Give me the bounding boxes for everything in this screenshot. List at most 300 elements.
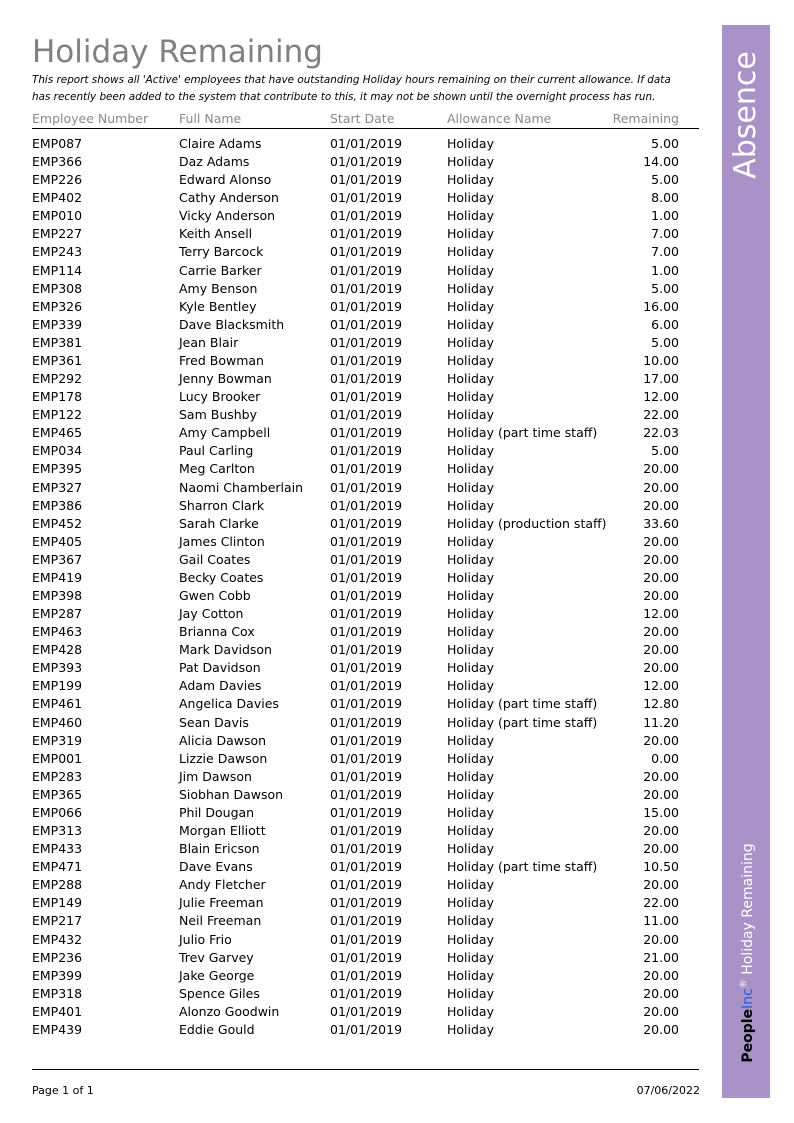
table-row xyxy=(32,840,699,858)
cell-start-date: 01/01/2019 xyxy=(330,895,403,911)
cell-employee-number: EMP327 xyxy=(32,479,83,495)
cell-full-name: Fred Bowman xyxy=(179,352,264,368)
table-row xyxy=(32,623,699,641)
cell-full-name: Pat Davidson xyxy=(179,660,261,676)
header-employee-number: Employee Number xyxy=(32,111,149,126)
cell-full-name: Eddie Gould xyxy=(179,1021,255,1037)
cell-allowance-name: Holiday xyxy=(447,804,494,820)
cell-full-name: Dave Blacksmith xyxy=(179,316,285,332)
cell-full-name: Angelica Davies xyxy=(179,696,279,712)
cell-start-date: 01/01/2019 xyxy=(330,316,403,332)
cell-allowance-name: Holiday (part time staff) xyxy=(447,859,598,875)
cell-allowance-name: Holiday xyxy=(447,985,494,1001)
cell-allowance-name: Holiday xyxy=(447,208,494,224)
table-row xyxy=(32,515,699,533)
cell-employee-number: EMP401 xyxy=(32,1003,83,1019)
cell-full-name: Terry Barcock xyxy=(179,244,264,260)
cell-full-name: Sarah Clarke xyxy=(179,515,259,531)
table-row xyxy=(32,605,699,623)
table-row xyxy=(32,135,699,153)
cell-full-name: Vicky Anderson xyxy=(179,208,276,224)
cell-employee-number: EMP419 xyxy=(32,569,83,585)
header-full-name: Full Name xyxy=(179,111,242,126)
table-row xyxy=(32,533,699,551)
cell-full-name: Jim Dawson xyxy=(179,768,252,784)
table-row xyxy=(32,858,699,876)
cell-start-date: 01/01/2019 xyxy=(330,606,403,622)
table-row xyxy=(32,207,699,225)
cell-allowance-name: Holiday xyxy=(447,768,494,784)
cell-employee-number: EMP199 xyxy=(32,678,83,694)
cell-full-name: Mark Davidson xyxy=(179,642,272,658)
table-row xyxy=(32,316,699,334)
cell-remaining: 21.00 xyxy=(643,949,679,965)
cell-employee-number: EMP236 xyxy=(32,949,83,965)
cell-start-date: 01/01/2019 xyxy=(330,678,403,694)
table-row xyxy=(32,822,699,840)
table-row xyxy=(32,750,699,768)
cell-employee-number: EMP367 xyxy=(32,551,83,567)
header-start-date: Start Date xyxy=(330,111,395,126)
cell-employee-number: EMP149 xyxy=(32,895,83,911)
cell-allowance-name: Holiday xyxy=(447,371,494,387)
cell-remaining: 20.00 xyxy=(643,732,679,748)
cell-start-date: 01/01/2019 xyxy=(330,352,403,368)
table-row xyxy=(32,768,699,786)
cell-remaining: 16.00 xyxy=(643,298,679,314)
cell-start-date: 01/01/2019 xyxy=(330,371,403,387)
cell-allowance-name: Holiday xyxy=(447,316,494,332)
cell-remaining: 20.00 xyxy=(643,823,679,839)
cell-start-date: 01/01/2019 xyxy=(330,967,403,983)
table-row xyxy=(32,641,699,659)
table-row xyxy=(32,587,699,605)
cell-start-date: 01/01/2019 xyxy=(330,244,403,260)
cell-allowance-name: Holiday xyxy=(447,1021,494,1037)
table-row xyxy=(32,912,699,930)
header-allowance-name: Allowance Name xyxy=(447,111,552,126)
report-title: Holiday Remaining xyxy=(32,34,323,70)
cell-start-date: 01/01/2019 xyxy=(330,298,403,314)
cell-full-name: Naomi Chamberlain xyxy=(179,479,304,495)
cell-start-date: 01/01/2019 xyxy=(330,804,403,820)
report-date: 07/06/2022 xyxy=(636,1084,700,1097)
cell-employee-number: EMP114 xyxy=(32,262,83,278)
table-row xyxy=(32,985,699,1003)
cell-full-name: Lizzie Dawson xyxy=(179,750,268,766)
cell-allowance-name: Holiday xyxy=(447,190,494,206)
cell-allowance-name: Holiday xyxy=(447,262,494,278)
table-row xyxy=(32,1021,699,1039)
cell-employee-number: EMP460 xyxy=(32,714,83,730)
table-row xyxy=(32,243,699,261)
cell-employee-number: EMP326 xyxy=(32,298,83,314)
cell-remaining: 6.00 xyxy=(651,316,679,332)
cell-allowance-name: Holiday xyxy=(447,352,494,368)
cell-employee-number: EMP087 xyxy=(32,136,83,151)
cell-full-name: Phil Dougan xyxy=(179,804,255,820)
table-header xyxy=(32,110,699,128)
brand-registered-mark: ® xyxy=(739,979,750,989)
cell-full-name: Alonzo Goodwin xyxy=(179,1003,280,1019)
cell-start-date: 01/01/2019 xyxy=(330,660,403,676)
cell-allowance-name: Holiday xyxy=(447,931,494,947)
table-row xyxy=(32,334,699,352)
cell-employee-number: EMP452 xyxy=(32,515,83,531)
cell-allowance-name: Holiday xyxy=(447,750,494,766)
table-row xyxy=(32,949,699,967)
cell-start-date: 01/01/2019 xyxy=(330,642,403,658)
cell-allowance-name: Holiday xyxy=(447,334,494,350)
cell-start-date: 01/01/2019 xyxy=(330,533,403,549)
cell-remaining: 12.80 xyxy=(643,696,679,712)
table-row xyxy=(32,677,699,695)
cell-allowance-name: Holiday xyxy=(447,732,494,748)
cell-start-date: 01/01/2019 xyxy=(330,750,403,766)
cell-allowance-name: Holiday (part time staff) xyxy=(447,425,598,441)
cell-allowance-name: Holiday xyxy=(447,479,494,495)
table-row xyxy=(32,280,699,298)
sidebar-category-label: Absence xyxy=(728,51,763,179)
cell-full-name: Adam Davies xyxy=(179,678,262,694)
cell-start-date: 01/01/2019 xyxy=(330,190,403,206)
cell-full-name: Blain Ericson xyxy=(179,841,260,857)
cell-employee-number: EMP288 xyxy=(32,877,83,893)
cell-start-date: 01/01/2019 xyxy=(330,877,403,893)
cell-full-name: Sean Davis xyxy=(179,714,249,730)
cell-allowance-name: Holiday xyxy=(447,1003,494,1019)
cell-employee-number: EMP178 xyxy=(32,389,83,405)
cell-allowance-name: Holiday (production staff) xyxy=(447,515,607,531)
cell-start-date: 01/01/2019 xyxy=(330,768,403,784)
cell-remaining: 1.00 xyxy=(651,208,679,224)
table-row xyxy=(32,406,699,424)
cell-start-date: 01/01/2019 xyxy=(330,497,403,513)
cell-start-date: 01/01/2019 xyxy=(330,389,403,405)
cell-start-date: 01/01/2019 xyxy=(330,1021,403,1037)
cell-remaining: 17.00 xyxy=(643,371,679,387)
table-row xyxy=(32,804,699,822)
cell-employee-number: EMP227 xyxy=(32,226,83,242)
table-row xyxy=(32,171,699,189)
cell-remaining: 20.00 xyxy=(643,533,679,549)
table-row xyxy=(32,569,699,587)
cell-full-name: Jake George xyxy=(179,967,255,983)
cell-employee-number: EMP432 xyxy=(32,931,83,947)
cell-employee-number: EMP217 xyxy=(32,913,83,929)
sidebar-report-name: Holiday Remaining xyxy=(739,843,756,975)
cell-employee-number: EMP402 xyxy=(32,190,83,206)
cell-employee-number: EMP361 xyxy=(32,352,83,368)
cell-employee-number: EMP283 xyxy=(32,768,83,784)
cell-full-name: Gwen Cobb xyxy=(179,588,251,603)
cell-start-date: 01/01/2019 xyxy=(330,136,403,151)
cell-remaining: 5.00 xyxy=(651,172,679,188)
cell-employee-number: EMP471 xyxy=(32,859,83,875)
cell-start-date: 01/01/2019 xyxy=(330,262,403,278)
cell-start-date: 01/01/2019 xyxy=(330,551,403,567)
cell-remaining: 22.00 xyxy=(643,407,679,423)
cell-employee-number: EMP395 xyxy=(32,461,83,477)
table-row xyxy=(32,967,699,985)
cell-full-name: Becky Coates xyxy=(179,569,264,585)
cell-full-name: Claire Adams xyxy=(179,136,262,151)
cell-allowance-name: Holiday xyxy=(447,136,494,151)
cell-remaining: 5.00 xyxy=(651,280,679,296)
cell-full-name: Trev Garvey xyxy=(179,949,254,965)
cell-employee-number: EMP433 xyxy=(32,841,83,857)
table-row xyxy=(32,1003,699,1021)
cell-remaining: 11.20 xyxy=(643,714,679,730)
cell-employee-number: EMP010 xyxy=(32,208,83,224)
cell-start-date: 01/01/2019 xyxy=(330,334,403,350)
cell-allowance-name: Holiday xyxy=(447,877,494,893)
sidebar-brand xyxy=(735,843,757,1062)
cell-start-date: 01/01/2019 xyxy=(330,569,403,585)
cell-remaining: 20.00 xyxy=(643,877,679,893)
table-row xyxy=(32,659,699,677)
cell-employee-number: EMP066 xyxy=(32,804,83,820)
cell-remaining: 12.00 xyxy=(643,678,679,694)
cell-remaining: 20.00 xyxy=(643,588,679,603)
cell-start-date: 01/01/2019 xyxy=(330,823,403,839)
cell-employee-number: EMP366 xyxy=(32,154,83,170)
cell-employee-number: EMP393 xyxy=(32,660,83,676)
cell-start-date: 01/01/2019 xyxy=(330,479,403,495)
cell-remaining: 12.00 xyxy=(643,606,679,622)
cell-full-name: Sam Bushby xyxy=(179,407,258,423)
cell-remaining: 15.00 xyxy=(643,804,679,820)
cell-remaining: 20.00 xyxy=(643,768,679,784)
report-description: This report shows all 'Active' employees that have outstanding Holiday hours remaining on their current allowance. If data has recently been added to the system that contribute to this, it may not be shown until the overnight process has run. xyxy=(32,74,671,103)
cell-start-date: 01/01/2019 xyxy=(330,714,403,730)
cell-remaining: 5.00 xyxy=(651,443,679,459)
cell-allowance-name: Holiday xyxy=(447,606,494,622)
brand-people: People xyxy=(739,1008,756,1063)
table-row xyxy=(32,262,699,280)
cell-start-date: 01/01/2019 xyxy=(330,786,403,802)
cell-employee-number: EMP034 xyxy=(32,443,83,459)
cell-remaining: 5.00 xyxy=(651,136,679,151)
cell-employee-number: EMP292 xyxy=(32,371,83,387)
cell-start-date: 01/01/2019 xyxy=(330,1003,403,1019)
cell-employee-number: EMP398 xyxy=(32,588,83,603)
cell-remaining: 12.00 xyxy=(643,389,679,405)
cell-allowance-name: Holiday xyxy=(447,949,494,965)
cell-start-date: 01/01/2019 xyxy=(330,172,403,188)
cell-full-name: Amy Benson xyxy=(179,280,258,296)
cell-allowance-name: Holiday xyxy=(447,389,494,405)
cell-employee-number: EMP465 xyxy=(32,425,83,441)
cell-remaining: 1.00 xyxy=(651,262,679,278)
cell-remaining: 8.00 xyxy=(651,190,679,206)
cell-employee-number: EMP405 xyxy=(32,533,83,549)
cell-employee-number: EMP365 xyxy=(32,786,83,802)
cell-allowance-name: Holiday xyxy=(447,678,494,694)
cell-full-name: Gail Coates xyxy=(179,551,251,567)
page-number: Page 1 of 1 xyxy=(32,1084,94,1097)
cell-remaining: 20.00 xyxy=(643,841,679,857)
cell-start-date: 01/01/2019 xyxy=(330,407,403,423)
cell-full-name: Alicia Dawson xyxy=(179,732,267,748)
cell-allowance-name: Holiday xyxy=(447,226,494,242)
cell-remaining: 20.00 xyxy=(643,624,679,640)
cell-start-date: 01/01/2019 xyxy=(330,931,403,947)
cell-employee-number: EMP381 xyxy=(32,334,83,350)
table-row xyxy=(32,551,699,569)
cell-allowance-name: Holiday xyxy=(447,895,494,911)
cell-remaining: 20.00 xyxy=(643,660,679,676)
header-remaining: Remaining xyxy=(612,111,679,126)
cell-remaining: 14.00 xyxy=(643,154,679,170)
cell-remaining: 7.00 xyxy=(651,244,679,260)
cell-remaining: 7.00 xyxy=(651,226,679,242)
table-row xyxy=(32,153,699,171)
cell-employee-number: EMP399 xyxy=(32,967,83,983)
cell-start-date: 01/01/2019 xyxy=(330,154,403,170)
header-divider xyxy=(32,128,699,129)
cell-remaining: 20.00 xyxy=(643,786,679,802)
cell-full-name: Siobhan Dawson xyxy=(179,786,284,802)
cell-full-name: Lucy Brooker xyxy=(179,389,261,405)
table-row xyxy=(32,298,699,316)
cell-full-name: Kyle Bentley xyxy=(179,298,257,314)
cell-remaining: 20.00 xyxy=(643,967,679,983)
cell-full-name: Cathy Anderson xyxy=(179,190,279,206)
cell-start-date: 01/01/2019 xyxy=(330,588,403,603)
cell-remaining: 20.00 xyxy=(643,497,679,513)
table-row xyxy=(32,189,699,207)
cell-employee-number: EMP243 xyxy=(32,244,83,260)
cell-employee-number: EMP428 xyxy=(32,642,83,658)
cell-allowance-name: Holiday xyxy=(447,461,494,477)
cell-allowance-name: Holiday xyxy=(447,624,494,640)
cell-start-date: 01/01/2019 xyxy=(330,280,403,296)
table-row xyxy=(32,894,699,912)
table-row xyxy=(32,225,699,243)
cell-remaining: 0.00 xyxy=(651,750,679,766)
cell-employee-number: EMP386 xyxy=(32,497,83,513)
cell-full-name: Brianna Cox xyxy=(179,624,255,640)
cell-full-name: Jean Blair xyxy=(179,334,239,350)
cell-remaining: 20.00 xyxy=(643,642,679,658)
cell-allowance-name: Holiday xyxy=(447,407,494,423)
cell-start-date: 01/01/2019 xyxy=(330,208,403,224)
cell-employee-number: EMP319 xyxy=(32,732,83,748)
cell-allowance-name: Holiday xyxy=(447,841,494,857)
table-row xyxy=(32,460,699,478)
cell-full-name: Neil Freeman xyxy=(179,913,262,929)
table-row xyxy=(32,497,699,515)
cell-start-date: 01/01/2019 xyxy=(330,443,403,459)
cell-allowance-name: Holiday xyxy=(447,551,494,567)
cell-full-name: Amy Campbell xyxy=(179,425,271,441)
cell-allowance-name: Holiday xyxy=(447,786,494,802)
cell-allowance-name: Holiday xyxy=(447,154,494,170)
table-row xyxy=(32,931,699,949)
cell-remaining: 33.60 xyxy=(643,515,679,531)
table-row xyxy=(32,695,699,713)
cell-employee-number: EMP318 xyxy=(32,985,83,1001)
cell-employee-number: EMP313 xyxy=(32,823,83,839)
cell-allowance-name: Holiday xyxy=(447,569,494,585)
cell-allowance-name: Holiday xyxy=(447,298,494,314)
cell-start-date: 01/01/2019 xyxy=(330,859,403,875)
cell-employee-number: EMP226 xyxy=(32,172,83,188)
cell-allowance-name: Holiday xyxy=(447,172,494,188)
cell-remaining: 20.00 xyxy=(643,1021,679,1037)
cell-employee-number: EMP463 xyxy=(32,624,83,640)
cell-remaining: 20.00 xyxy=(643,1003,679,1019)
table-row xyxy=(32,714,699,732)
cell-full-name: Sharron Clark xyxy=(179,497,265,513)
cell-allowance-name: Holiday xyxy=(447,967,494,983)
cell-allowance-name: Holiday xyxy=(447,443,494,459)
table-row xyxy=(32,876,699,894)
cell-remaining: 5.00 xyxy=(651,334,679,350)
cell-allowance-name: Holiday xyxy=(447,588,494,603)
cell-full-name: Spence Giles xyxy=(179,985,260,1001)
cell-start-date: 01/01/2019 xyxy=(330,949,403,965)
table-row xyxy=(32,786,699,804)
cell-remaining: 10.50 xyxy=(643,859,679,875)
cell-full-name: Julie Freeman xyxy=(179,895,264,911)
cell-allowance-name: Holiday xyxy=(447,823,494,839)
table-row xyxy=(32,442,699,460)
cell-full-name: Daz Adams xyxy=(179,154,250,170)
cell-allowance-name: Holiday xyxy=(447,533,494,549)
footer-divider xyxy=(32,1069,699,1070)
cell-allowance-name: Holiday xyxy=(447,497,494,513)
cell-allowance-name: Holiday (part time staff) xyxy=(447,696,598,712)
table-row xyxy=(32,424,699,442)
cell-employee-number: EMP308 xyxy=(32,280,83,296)
cell-full-name: Paul Carling xyxy=(179,443,254,459)
cell-remaining: 11.00 xyxy=(643,913,679,929)
cell-start-date: 01/01/2019 xyxy=(330,624,403,640)
cell-remaining: 20.00 xyxy=(643,569,679,585)
cell-remaining: 20.00 xyxy=(643,931,679,947)
cell-start-date: 01/01/2019 xyxy=(330,696,403,712)
cell-allowance-name: Holiday xyxy=(447,660,494,676)
cell-start-date: 01/01/2019 xyxy=(330,841,403,857)
cell-allowance-name: Holiday (part time staff) xyxy=(447,714,598,730)
cell-start-date: 01/01/2019 xyxy=(330,913,403,929)
cell-start-date: 01/01/2019 xyxy=(330,425,403,441)
cell-full-name: Keith Ansell xyxy=(179,226,253,242)
cell-full-name: Julio Frio xyxy=(179,931,232,947)
cell-employee-number: EMP339 xyxy=(32,316,83,332)
table-row xyxy=(32,352,699,370)
cell-full-name: Dave Evans xyxy=(179,859,253,875)
cell-remaining: 20.00 xyxy=(643,479,679,495)
cell-allowance-name: Holiday xyxy=(447,913,494,929)
cell-remaining: 10.00 xyxy=(643,352,679,368)
cell-remaining: 20.00 xyxy=(643,551,679,567)
cell-start-date: 01/01/2019 xyxy=(330,461,403,477)
cell-full-name: Carrie Barker xyxy=(179,262,262,278)
cell-start-date: 01/01/2019 xyxy=(330,515,403,531)
cell-allowance-name: Holiday xyxy=(447,280,494,296)
cell-full-name: Andy Fletcher xyxy=(179,877,266,893)
cell-start-date: 01/01/2019 xyxy=(330,226,403,242)
cell-full-name: Meg Carlton xyxy=(179,461,255,477)
cell-full-name: Morgan Elliott xyxy=(179,823,266,839)
cell-remaining: 22.03 xyxy=(643,425,679,441)
cell-start-date: 01/01/2019 xyxy=(330,732,403,748)
table-row xyxy=(32,732,699,750)
cell-employee-number: EMP439 xyxy=(32,1021,83,1037)
